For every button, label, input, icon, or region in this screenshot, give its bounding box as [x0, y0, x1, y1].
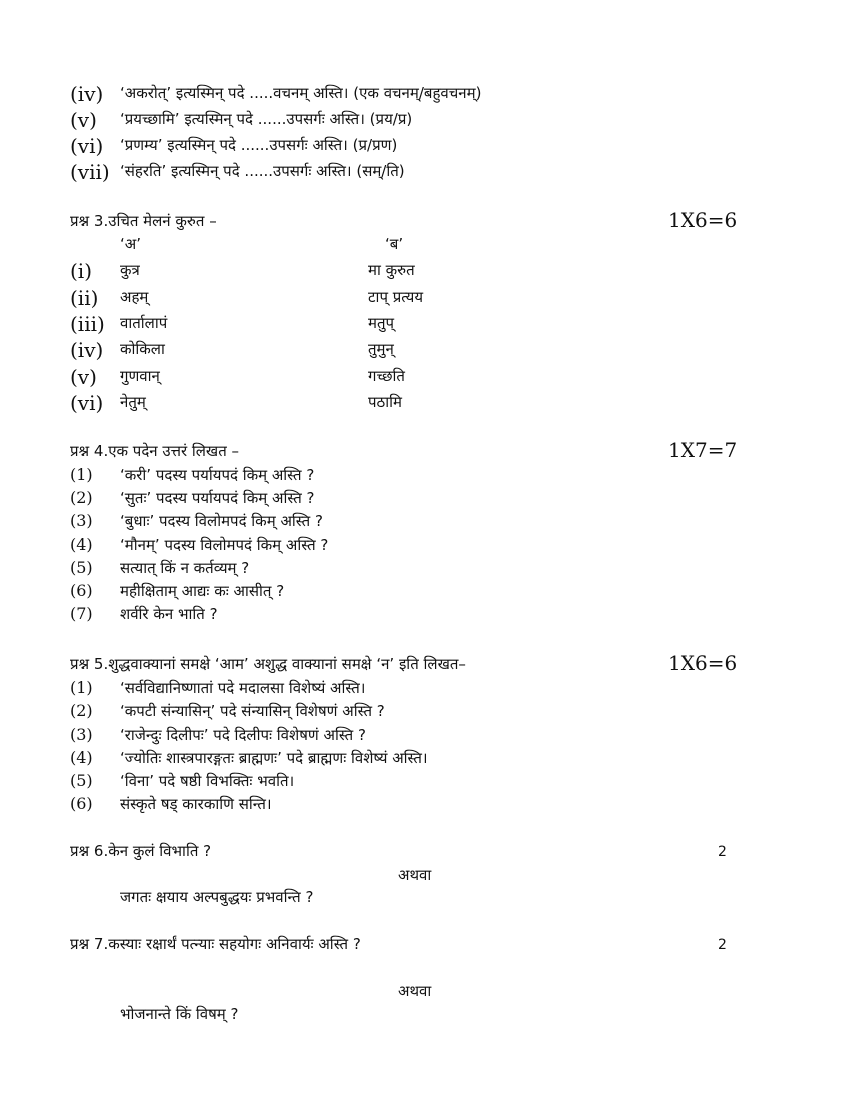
q3-row-number: (vi)	[70, 391, 104, 415]
q3-marks: 1X6=6	[668, 208, 738, 232]
q5-title: प्रश्न 5.शुद्धवाक्यानां समक्षे ‘आम’ अशुद्ध वाक्यानां समक्षे ‘न’ इति लिखत–	[70, 655, 466, 673]
q7-alternative-question: भोजनान्ते किं विषम् ?	[120, 1005, 239, 1023]
q3-title: प्रश्न 3.उचित मेलनं कुरुत –	[70, 212, 217, 230]
q3-column-b-item: तुमुन्	[368, 340, 394, 358]
q3-column-b-item: टाप् प्रत्यय	[368, 288, 424, 306]
q3-column-a-item: नेतुम्	[120, 393, 146, 411]
q5-item-number: (6)	[70, 794, 93, 813]
q4-item-text: ‘करी’ पदस्य पर्यायपदं किम् अस्ति ?	[120, 466, 315, 484]
q4-item-text: शर्वरि केन भाति ?	[120, 605, 218, 623]
q4-item-text: ‘मौनम्’ पदस्य विलोमपदं किम् अस्ति ?	[120, 536, 329, 554]
q5-item-number: (1)	[70, 678, 93, 697]
q4-item-number: (5)	[70, 558, 93, 577]
q5-item-text: ‘कपटी संन्यासिन्’ पदे संन्यासिन् विशेषणं अस्ति ?	[120, 702, 385, 720]
q4-item-number: (4)	[70, 535, 93, 554]
q2-item-number: (v)	[70, 108, 97, 132]
q5-item-number: (2)	[70, 701, 93, 720]
q3-column-b-item: मतुप्	[368, 314, 395, 332]
q3-column-b-item: पठामि	[368, 393, 402, 411]
q4-marks: 1X7=7	[668, 438, 738, 462]
q6-marks: 2	[718, 844, 727, 860]
q5-item-text: ‘सर्वविद्यानिष्णातां पदे मदालसा विशेष्यं अस्ति।	[120, 679, 366, 697]
q2-item-text: ‘प्रणम्य’ इत्यस्मिन् पदे ......उपसर्गः अस्ति। (प्र/प्रण)	[120, 136, 398, 154]
q7-title: प्रश्न 7.कस्याः रक्षार्थं पत्न्याः सहयोगः अनिवार्यः अस्ति ?	[70, 935, 361, 953]
q3-column-a-item: अहम्	[120, 288, 149, 306]
q4-item-text: सत्यात् किं न कर्तव्यम् ?	[120, 559, 250, 577]
q3-column-a-header: ‘अ’	[120, 235, 141, 253]
q3-row-number: (ii)	[70, 286, 99, 310]
q3-row-number: (v)	[70, 365, 97, 389]
q5-item-text: संस्कृते षड् कारकाणि सन्ति।	[120, 795, 272, 813]
q5-item-number: (5)	[70, 771, 93, 790]
q4-item-number: (3)	[70, 511, 93, 530]
q5-item-number: (4)	[70, 748, 93, 767]
q3-row-number: (iv)	[70, 338, 104, 362]
q7-marks: 2	[718, 937, 727, 953]
q5-item-text: ‘विना’ पदे षष्ठी विभक्तिः भवति।	[120, 772, 295, 790]
q3-column-a-item: गुणवान्	[120, 367, 160, 385]
q4-item-text: ‘बुधाः’ पदस्य विलोमपदं किम् अस्ति ?	[120, 512, 323, 530]
q5-item-text: ‘राजेन्दुः दिलीपः’ पदे दिलीपः विशेषणं अस्ति ?	[120, 726, 366, 744]
q7-or-label: अथवा	[398, 982, 432, 1000]
q4-item-number: (1)	[70, 465, 93, 484]
q3-column-b-item: मा कुरुत	[368, 261, 415, 279]
q2-item-number: (vii)	[70, 160, 110, 184]
q2-item-text: ‘प्रयच्छामि’ इत्यस्मिन् पदे ......उपसर्गः अस्ति। (प्रय/प्र)	[120, 110, 413, 128]
q4-item-number: (7)	[70, 604, 93, 623]
q4-item-number: (6)	[70, 581, 93, 600]
q4-item-text: ‘सुतः’ पदस्य पर्यायपदं किम् अस्ति ?	[120, 489, 315, 507]
q3-column-b-item: गच्छति	[368, 367, 405, 385]
q6-title: प्रश्न 6.केन कुलं विभाति ?	[70, 842, 212, 860]
q4-item-text: महीक्षिताम् आद्यः कः आसीत् ?	[120, 582, 285, 600]
q2-item-number: (iv)	[70, 82, 104, 106]
q5-marks: 1X6=6	[668, 651, 738, 675]
q6-or-label: अथवा	[398, 866, 432, 884]
q3-column-a-item: वार्तालापं	[120, 314, 168, 332]
q2-item-text: ‘अकरोत्’ इत्यस्मिन् पदे .....वचनम् अस्ति। (एक वचनम्/बहुवचनम्)	[120, 84, 482, 102]
q5-item-number: (3)	[70, 725, 93, 744]
q4-item-number: (2)	[70, 488, 93, 507]
q3-column-a-item: कोकिला	[120, 340, 165, 358]
q6-alternative-question: जगतः क्षयाय अल्पबुद्धयः प्रभवन्ति ?	[120, 888, 314, 906]
q2-item-number: (vi)	[70, 134, 104, 158]
q3-row-number: (iii)	[70, 312, 105, 336]
q5-item-text: ‘ज्योतिः शास्त्रपारङ्गतः ब्राह्मणः’ पदे ब्राह्मणः विशेष्यं अस्ति।	[120, 749, 428, 767]
q3-row-number: (i)	[70, 259, 93, 283]
q2-item-text: ‘संहरति’ इत्यस्मिन् पदे ......उपसर्गः अस्ति। (सम्/ति)	[120, 162, 405, 180]
q3-column-a-item: कुत्र	[120, 261, 140, 279]
q3-column-b-header: ‘ब’	[385, 235, 404, 253]
q4-title: प्रश्न 4.एक पदेन उत्तरं लिखत –	[70, 442, 240, 460]
